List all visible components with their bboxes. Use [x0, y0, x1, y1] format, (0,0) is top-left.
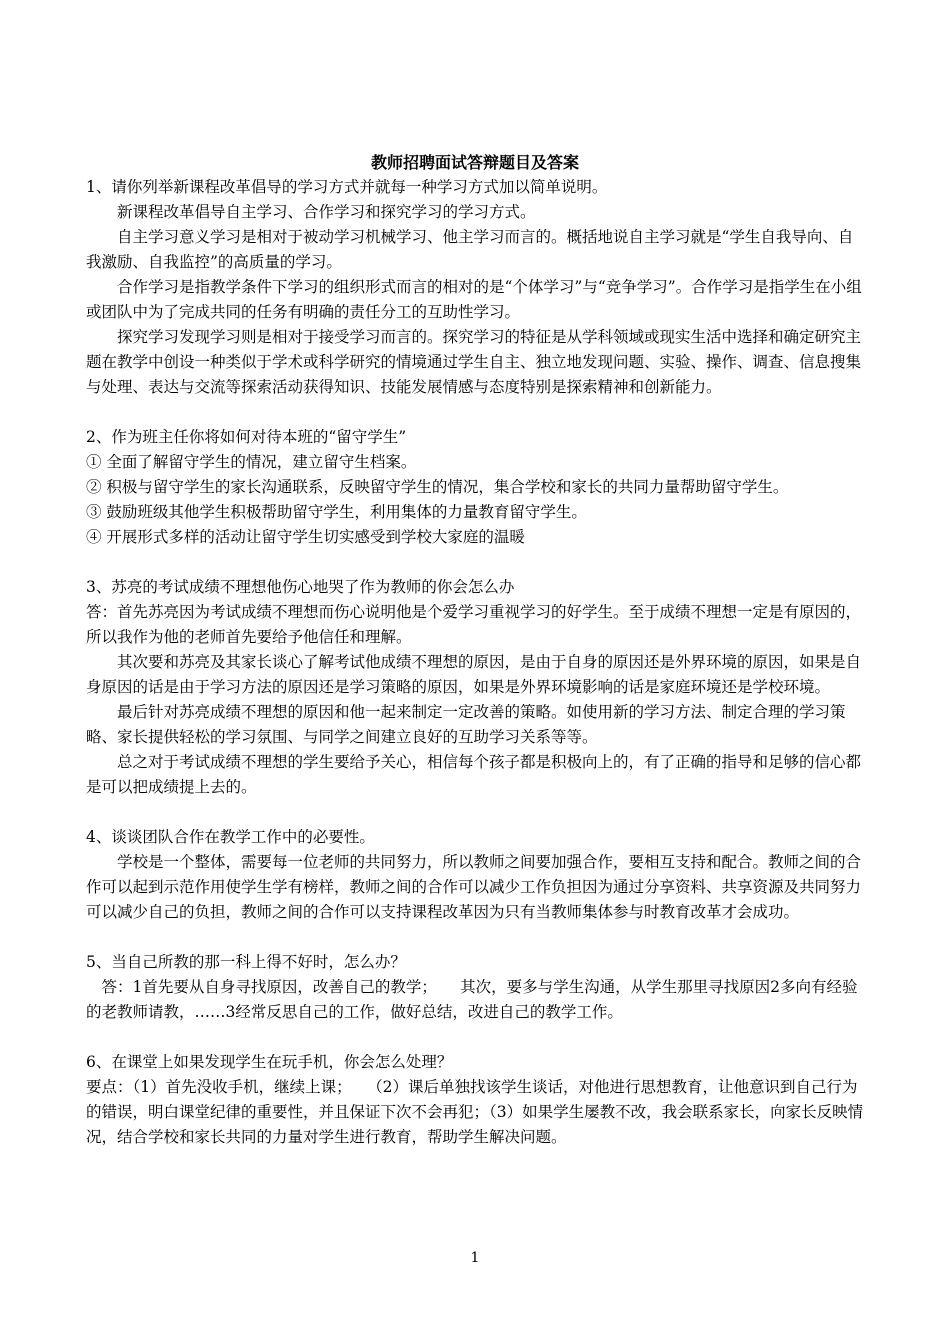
- question-3: 3、苏亮的考试成绩不理想他伤心地哭了作为教师的你会怎么办: [86, 578, 515, 596]
- answer-3-paragraph: 其次要和苏亮及其家长谈心了解考试他成绩不理想的原因，是由于自身的原因还是外界环境的原因，如果是自身原因的话是由于学习方法的原因还是学习策略的原因，如果是外界环境影响的话是家庭环境还是学校环境。: [86, 653, 862, 696]
- answer-1-paragraph: 合作学习是指教学条件下学习的组织形式而言的相对的是“个体学习”与“竞争学习”。合作学习是指学生在小组或团队中为了完成共同的任务有明确的责任分工的互助性学习。: [86, 278, 862, 321]
- answer-3-paragraph: 答：首先苏亮因为考试成绩不理想而伤心说明他是个爱学习重视学习的好学生。至于成绩不理想一定是有原因的，所以我作为他的老师首先要给予他信任和理解。: [86, 603, 862, 646]
- answer-4-paragraph: 学校是一个整体，需要每一位老师的共同努力，所以教师之间要加强合作，要相互支持和配合。教师之间的合作可以起到示范作用使学生学有榜样，教师之间的合作可以减少工作负担因为通过分享资料、共享资源及共同努力可以减少自己的负担，教师之间的合作可以支持课程改革因为只有当教师集体参与时教育改革才会成功。: [86, 853, 862, 921]
- answer-3-paragraph: 最后针对苏亮成绩不理想的原因和他一起来制定一定改善的策略。如使用新的学习方法、制定合理的学习策略、家长提供轻松的学习氛围、与同学之间建立良好的互助学习关系等等。: [86, 703, 846, 746]
- document-body: [86, 175, 868, 1150]
- answer-2-item: ② 积极与留守学生的家长沟通联系，反映留守学生的情况，集合学校和家长的共同力量帮助留守学生。: [86, 478, 789, 496]
- answer-2-item: ① 全面了解留守学生的情况，建立留守生档案。: [86, 453, 417, 471]
- question-2: 2、作为班主任你将如何对待本班的“留守学生”: [86, 428, 407, 446]
- question-6: 6、在课堂上如果发现学生在玩手机，你会怎么处理？: [86, 1053, 453, 1071]
- question-5: 5、当自己所教的那一科上得不好时，怎么办？: [86, 953, 406, 971]
- question-4: 4、谈谈团队合作在教学工作中的必要性。: [86, 828, 375, 846]
- answer-2-item: ④ 开展形式多样的活动让留守学生切实感受到学校大家庭的温暖: [86, 528, 525, 546]
- document-title: 教师招聘面试答辩题目及答案: [370, 153, 579, 172]
- page-number: 1: [470, 1250, 480, 1266]
- answer-1-paragraph: 探究学习发现学习则是相对于接受学习而言的。探究学习的特征是从学科领域或现实生活中选择和确定研究主题在教学中创设一种类似于学术或科学研究的情境通过学生自主、独立地发现问题、实验、操作、调查、信息搜集与处理、表达与交流等探索活动获得知识、技能发展情感与态度特别是探索精神和创新能力。: [86, 328, 862, 396]
- answer-3-paragraph: 总之对于考试成绩不理想的学生要给予关心，相信每个孩子都是积极向上的，有了正确的指导和足够的信心都是可以把成绩提上去的。: [86, 753, 862, 796]
- answer-5-paragraph: 答：1首先要从自身寻找原因，改善自己的教学； 其次，要多与学生沟通，从学生那里寻找原因2多向有经验的老教师请教，……3经常反思自己的工作，做好总结，改进自己的教学工作。: [86, 978, 858, 1021]
- answer-1-paragraph: 新课程改革倡导自主学习、合作学习和探究学习的学习方式。: [117, 203, 536, 221]
- answer-6-paragraph: 要点：（1）首先没收手机，继续上课； （2）课后单独找该学生谈话，对他进行思想教育，让他意识到自己行为的错误，明白课堂纪律的重要性，并且保证下次不会再犯；（3）如果学生屡教不改，我会联系家长，向家长反映情况，结合学校和家长共同的力量对学生进行教育，帮助学生解决问题。: [86, 1078, 864, 1146]
- answer-1-paragraph: 自主学习意义学习是相对于被动学习机械学习、他主学习而言的。概括地说自主学习就是“学生自我导向、自我激励、自我监控”的高质量的学习。: [86, 228, 854, 271]
- question-1: 1、请你列举新课程改革倡导的学习方式并就每一种学习方式加以简单说明。: [86, 178, 608, 196]
- answer-2-item: ③ 鼓励班级其他学生积极帮助留守学生，利用集体的力量教育留守学生。: [86, 503, 587, 521]
